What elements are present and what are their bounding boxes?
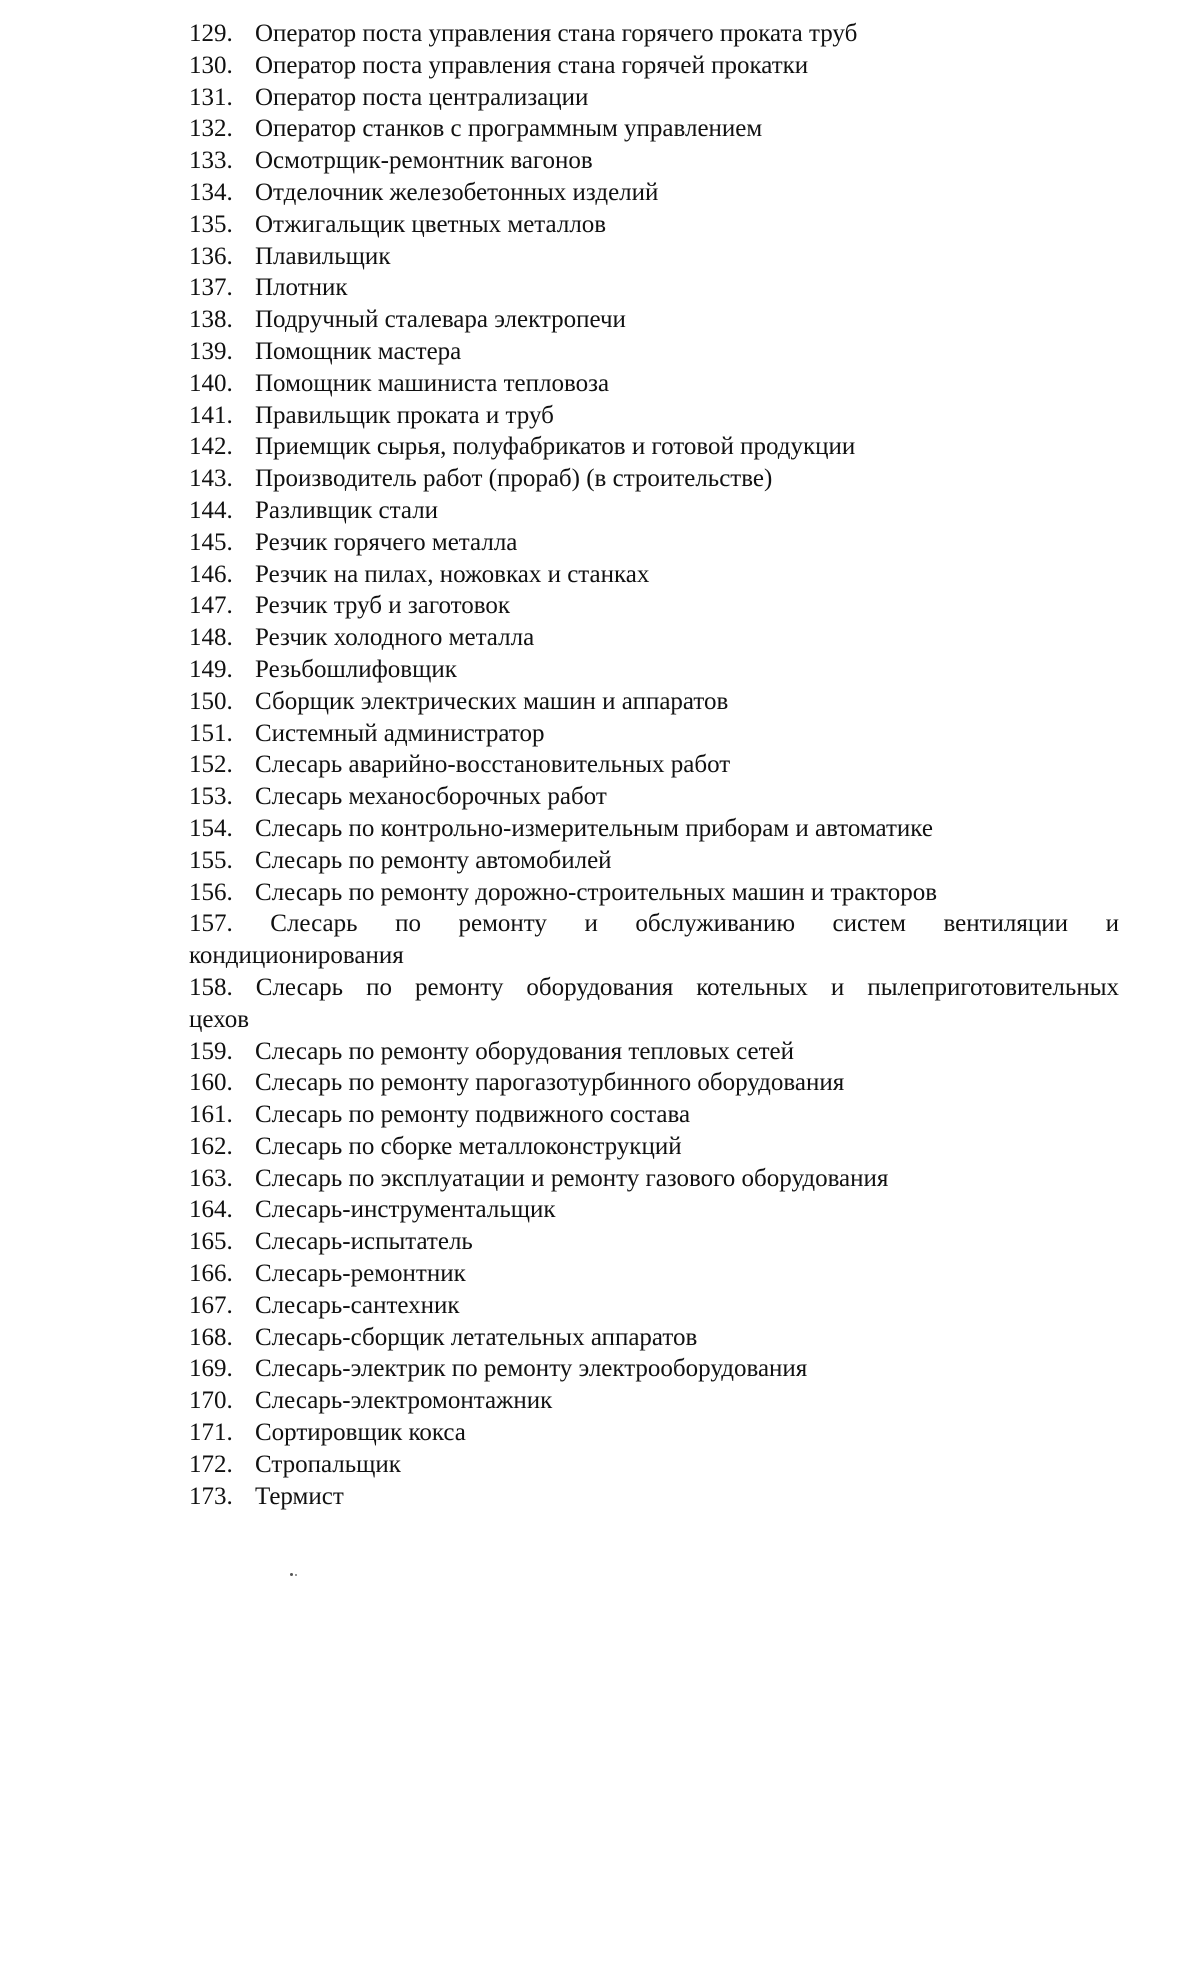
- item-text: Отделочник железобетонных изделий: [255, 178, 659, 206]
- list-item: [189, 304, 1119, 336]
- word: и: [584, 910, 598, 938]
- item-number: 137.: [189, 274, 233, 302]
- item-number: 159.: [189, 1037, 233, 1065]
- list-item: [189, 1417, 1119, 1449]
- item-text: Слесарь по ремонту автомобилей: [255, 846, 612, 874]
- item-number: 163.: [189, 1164, 233, 1192]
- item-number: 131.: [189, 83, 233, 111]
- word: Слесарь: [255, 973, 344, 1001]
- list-item: [189, 877, 1119, 909]
- list-item: [189, 272, 1119, 304]
- item-number: 141.: [189, 401, 233, 429]
- list-item: [189, 1163, 1119, 1195]
- item-text: Слесарь по ремонту парогазотурбинного оборудования: [255, 1069, 845, 1097]
- list-item: [189, 177, 1119, 209]
- item-number: 133.: [189, 147, 233, 175]
- word: по: [366, 973, 392, 1001]
- scan-speck: [295, 1574, 297, 1576]
- word: Слесарь: [270, 910, 358, 938]
- item-text: Резчик на пилах, ножовках и станках: [255, 560, 650, 588]
- item-number: 152.: [189, 751, 233, 779]
- word: вентиляции: [943, 910, 1069, 938]
- item-number: 172.: [189, 1450, 233, 1478]
- justified-line: [189, 972, 1119, 1004]
- item-text: Отжигальщик цветных металлов: [255, 210, 607, 238]
- item-text: Слесарь-сантехник: [255, 1291, 460, 1319]
- item-text: Плавильщик: [255, 242, 391, 270]
- list-item: [189, 18, 1119, 50]
- item-number: 158.: [189, 973, 233, 1001]
- item-text: Слесарь по ремонту оборудования тепловых сетей: [255, 1037, 795, 1065]
- word: ремонту: [414, 973, 504, 1001]
- item-continuation: цехов: [189, 1005, 249, 1033]
- item-text: Резчик горячего металла: [255, 528, 518, 556]
- item-text: Оператор станков с программным управлением: [255, 115, 763, 143]
- list-item: [189, 1099, 1119, 1131]
- item-number: 129.: [189, 20, 233, 47]
- item-number: 154.: [189, 814, 233, 842]
- item-number: 149.: [189, 655, 233, 683]
- item-number: 161.: [189, 1101, 233, 1129]
- item-text: Слесарь механосборочных работ: [255, 783, 607, 811]
- item-text: Слесарь по контрольно-измерительным приборам и автоматике: [255, 814, 933, 842]
- item-number: 146.: [189, 560, 233, 588]
- item-text: Слесарь-ремонтник: [255, 1260, 466, 1288]
- item-number: 170.: [189, 1387, 233, 1415]
- list-item: [189, 654, 1119, 686]
- list-item: [189, 400, 1119, 432]
- item-text: Слесарь-сборщик летательных аппаратов: [255, 1323, 698, 1351]
- item-number: 171.: [189, 1419, 233, 1447]
- word: по: [395, 910, 421, 938]
- item-text: Приемщик сырья, полуфабрикатов и готовой продукции: [255, 433, 856, 461]
- list-item: [189, 209, 1119, 241]
- list-item: [189, 686, 1119, 718]
- list-item: [189, 241, 1119, 273]
- list-item: [189, 1131, 1119, 1163]
- item-text: Термист: [255, 1482, 344, 1510]
- item-number: 155.: [189, 846, 233, 874]
- item-number: 132.: [189, 115, 233, 143]
- item-number: 156.: [189, 878, 233, 906]
- item-number: 168.: [189, 1323, 233, 1351]
- list-item: [189, 431, 1119, 463]
- list-item: [189, 113, 1119, 145]
- item-text: Производитель работ (прораб) (в строительстве): [255, 465, 773, 493]
- list-item: [189, 845, 1119, 877]
- list-item: [189, 1385, 1119, 1417]
- item-text: Помощник машиниста тепловоза: [255, 369, 610, 397]
- list-item: [189, 718, 1119, 750]
- list-item: [189, 781, 1119, 813]
- item-text: Резчик труб и заготовок: [255, 592, 511, 620]
- item-text: Слесарь-электромонтажник: [255, 1387, 553, 1415]
- word: котельных: [696, 973, 808, 1001]
- item-text: Системный администратор: [255, 719, 545, 747]
- list-item: [189, 1481, 1119, 1513]
- item-number: 136.: [189, 242, 233, 270]
- word: оборудования: [526, 973, 674, 1001]
- item-text: Оператор поста централизации: [255, 83, 589, 111]
- justified-line: [189, 908, 1119, 940]
- item-text: Слесарь аварийно-восстановительных работ: [255, 751, 731, 779]
- item-text: Резьбошлифовщик: [255, 655, 457, 683]
- item-number: 142.: [189, 433, 233, 461]
- item-number: 134.: [189, 178, 233, 206]
- item-text: Слесарь по сборке металлоконструкций: [255, 1132, 682, 1160]
- list-item: [189, 622, 1119, 654]
- item-number: 139.: [189, 337, 233, 365]
- list-item: [189, 1449, 1119, 1481]
- scan-speck: [290, 1573, 293, 1576]
- item-text: Слесарь-электрик по ремонту электрооборудования: [255, 1355, 808, 1383]
- list-item: [189, 590, 1119, 622]
- list-item: [189, 1290, 1119, 1322]
- item-text: Помощник мастера: [255, 337, 462, 365]
- item-text: Правильщик проката и труб: [255, 401, 554, 429]
- list-item: [189, 463, 1119, 495]
- item-number: 140.: [189, 369, 233, 397]
- item-number: 135.: [189, 210, 233, 238]
- list-item: [189, 368, 1119, 400]
- item-number: 144.: [189, 496, 233, 524]
- item-number: 157.: [189, 910, 233, 938]
- word: ремонту: [458, 910, 547, 938]
- list-item: [189, 527, 1119, 559]
- item-number: 173.: [189, 1482, 233, 1510]
- item-number: 167.: [189, 1291, 233, 1319]
- list-item: [189, 82, 1119, 114]
- word: обслуживанию: [635, 910, 795, 938]
- item-number: 160.: [189, 1069, 233, 1097]
- list-item: [189, 1194, 1119, 1226]
- item-number: 148.: [189, 624, 233, 652]
- word: и: [1105, 910, 1119, 938]
- item-number: 165.: [189, 1228, 233, 1256]
- list-item: [189, 145, 1119, 177]
- item-number: 147.: [189, 592, 233, 620]
- word: систем: [832, 910, 906, 938]
- item-text: Оператор поста управления стана горячей прокатки: [255, 51, 809, 79]
- item-text: Слесарь-инструментальщик: [255, 1196, 556, 1224]
- item-number: 143.: [189, 465, 233, 493]
- list-item: [189, 1067, 1119, 1099]
- list-item: [189, 1353, 1119, 1385]
- list-item: [189, 559, 1119, 591]
- list-item: [189, 1322, 1119, 1354]
- item-text: Стропальщик: [255, 1450, 401, 1478]
- list-item-157: [189, 908, 1119, 972]
- item-number: 138.: [189, 306, 233, 334]
- item-text: Оператор поста управления стана горячего проката труб: [255, 20, 858, 47]
- list-item: [189, 1226, 1119, 1258]
- item-text: Слесарь по ремонту подвижного состава: [255, 1101, 691, 1129]
- item-text: Резчик холодного металла: [255, 624, 535, 652]
- word: и: [830, 973, 845, 1001]
- list-item: [189, 749, 1119, 781]
- item-text: Слесарь-испытатель: [255, 1228, 473, 1256]
- item-text: Слесарь по эксплуатации и ремонту газового оборудования: [255, 1164, 889, 1192]
- item-text: Подручный сталевара электропечи: [255, 306, 626, 334]
- item-text: Сортировщик кокса: [255, 1419, 466, 1447]
- item-number: 169.: [189, 1355, 233, 1383]
- list-item-158: [189, 972, 1119, 1036]
- list-item: [189, 1036, 1119, 1068]
- item-text: Сборщик электрических машин и аппаратов: [255, 687, 729, 715]
- list-item: [189, 1258, 1119, 1290]
- item-text: Плотник: [255, 274, 348, 302]
- item-number: 166.: [189, 1260, 233, 1288]
- item-number: 151.: [189, 719, 233, 747]
- item-text: Разливщик стали: [255, 496, 439, 524]
- item-number: 150.: [189, 687, 233, 715]
- item-number: 153.: [189, 783, 233, 811]
- item-number: 130.: [189, 51, 233, 79]
- list-item: [189, 495, 1119, 527]
- list-item: [189, 336, 1119, 368]
- item-text: Осмотрщик-ремонтник вагонов: [255, 147, 593, 175]
- list-item: [189, 50, 1119, 82]
- word: пылеприготовительных: [867, 973, 1119, 1001]
- item-number: 145.: [189, 528, 233, 556]
- list-item: [189, 813, 1119, 845]
- profession-list: [189, 18, 1119, 1512]
- item-number: 164.: [189, 1196, 233, 1224]
- item-number: 162.: [189, 1132, 233, 1160]
- item-continuation: кондиционирования: [189, 942, 404, 970]
- item-text: Слесарь по ремонту дорожно-строительных машин и тракторов: [255, 878, 938, 906]
